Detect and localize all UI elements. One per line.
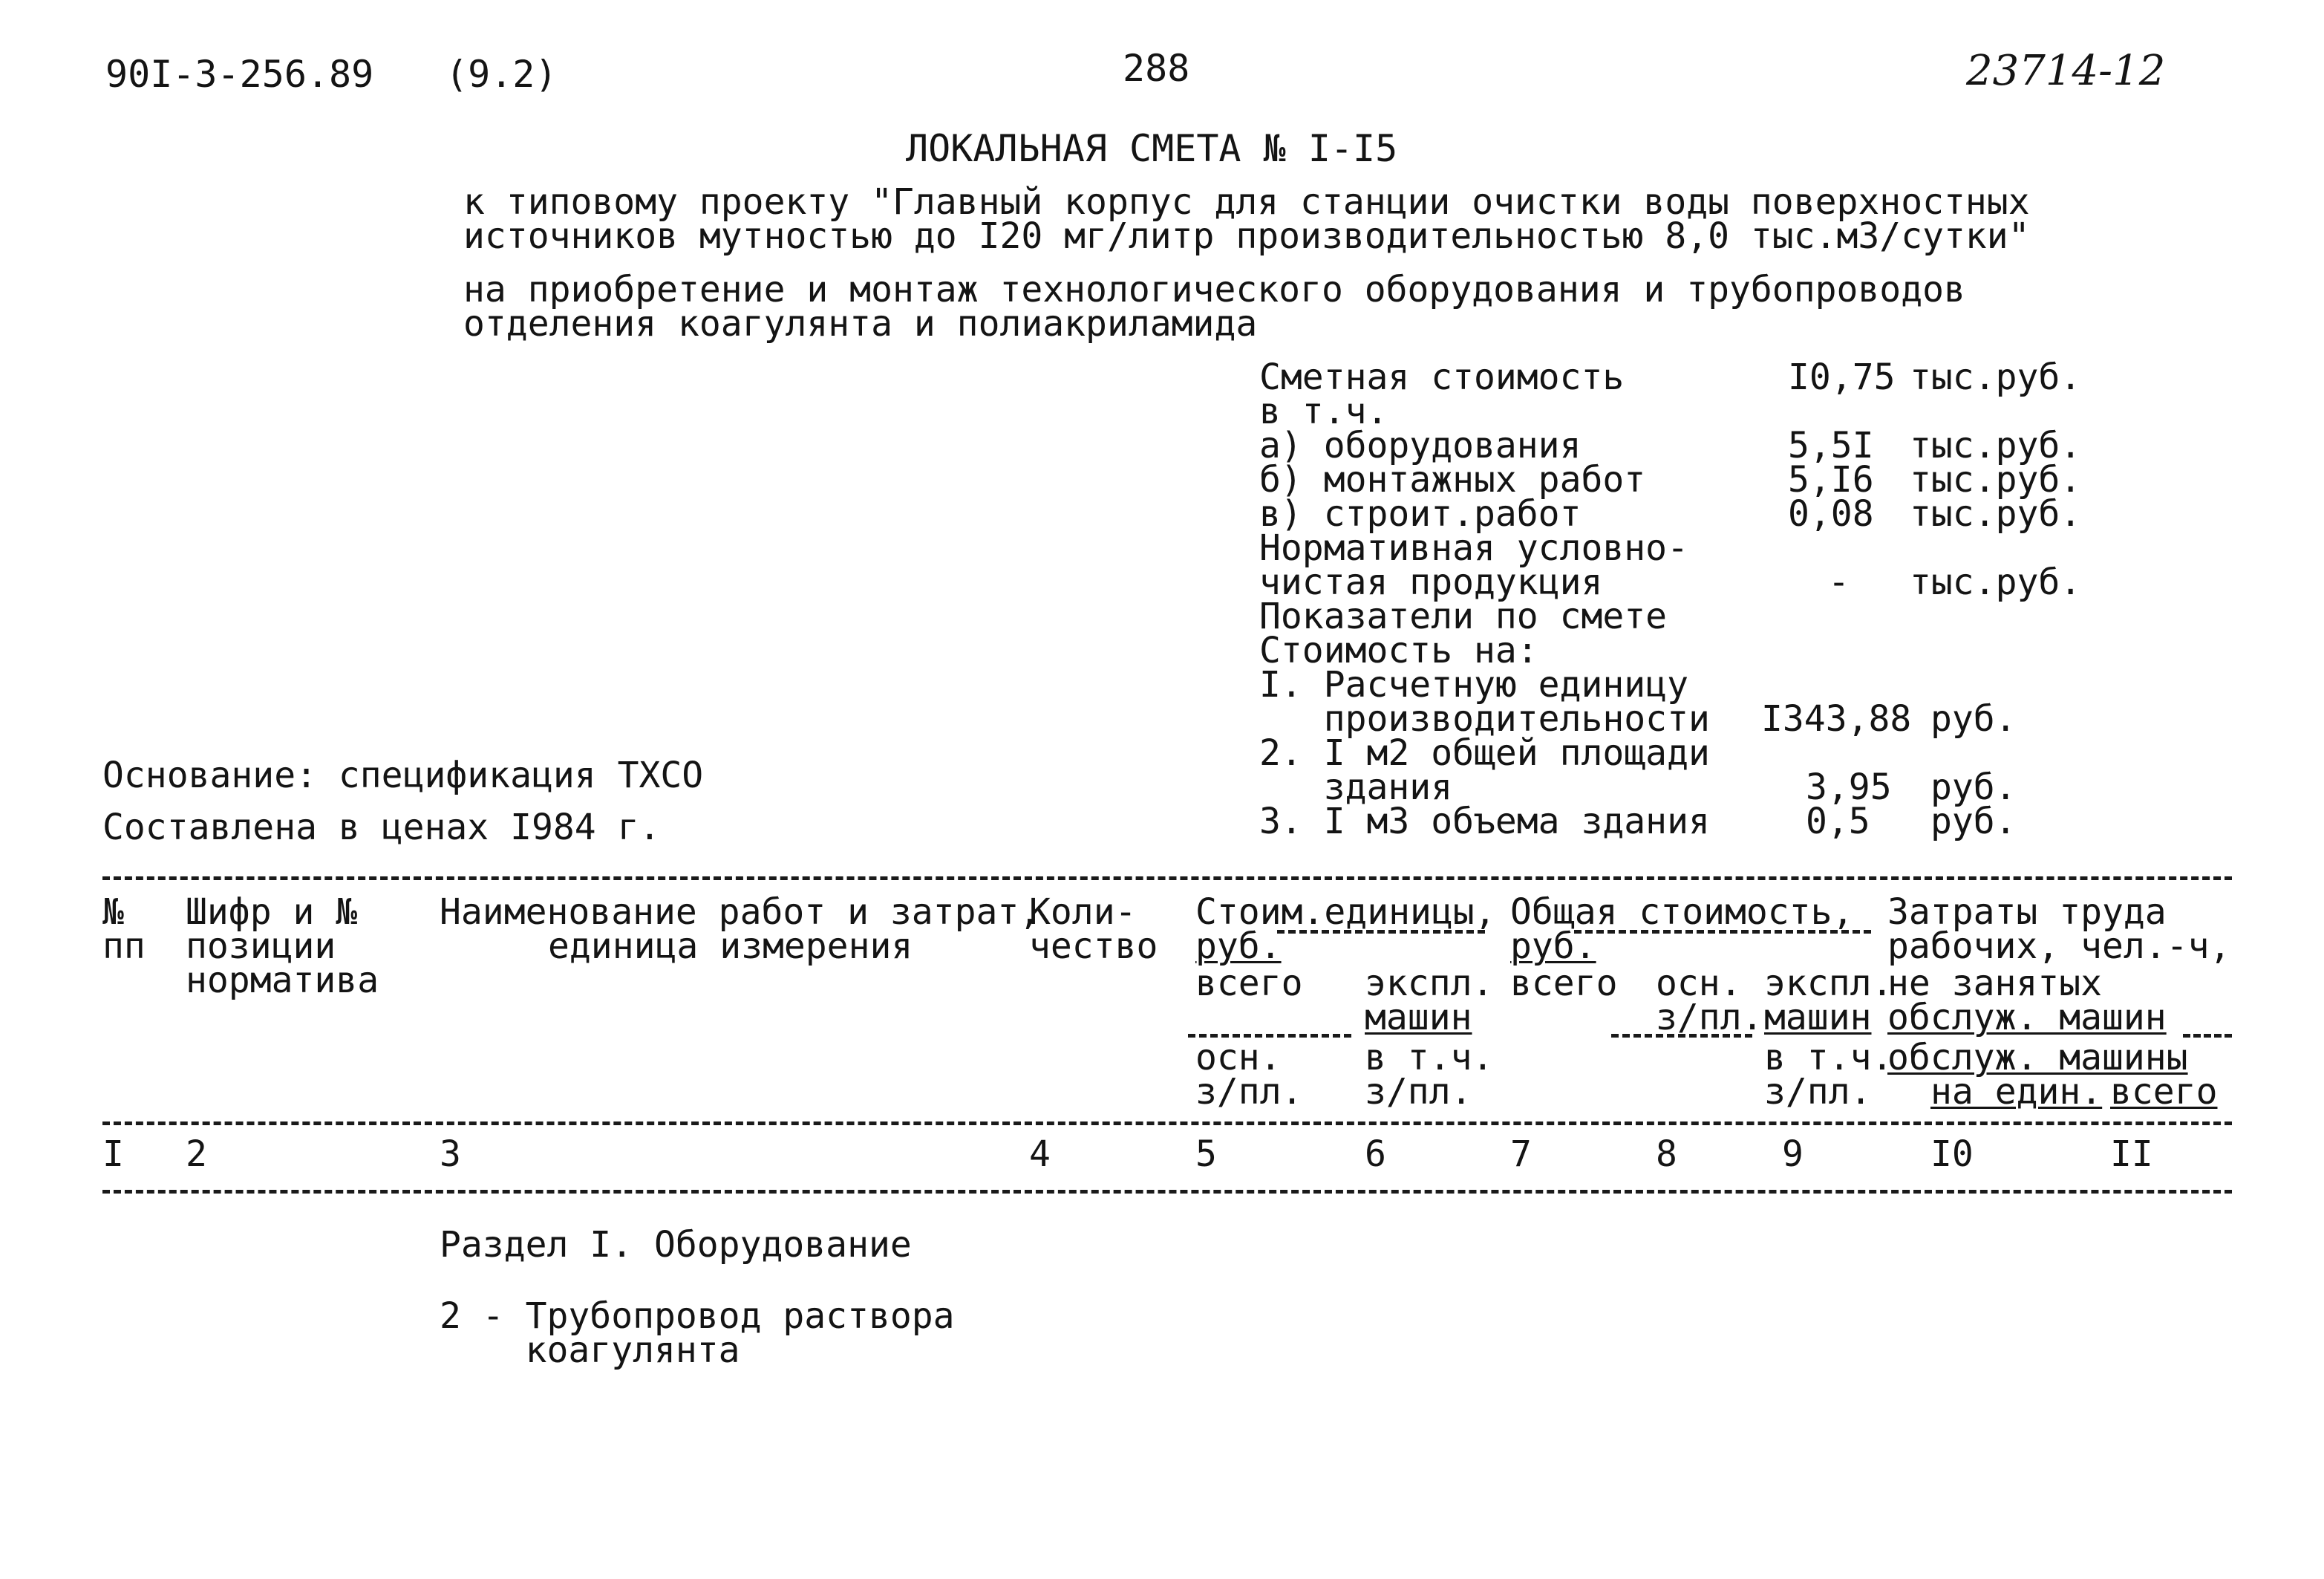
unit-base-header: з/пл. — [1195, 1071, 1303, 1113]
summary-label: в) строит.работ — [1259, 493, 1582, 535]
document-part: (9.2) — [445, 53, 558, 96]
item-line: 2 - Трубопровод раствора — [440, 1295, 955, 1337]
total-base-header: осн. — [1656, 963, 1742, 1004]
summary-value: - — [1828, 561, 1850, 603]
section-title: Раздел I. Оборудование — [440, 1224, 912, 1266]
unit-total-header: всего — [1195, 963, 1303, 1004]
column-number: 2 — [186, 1133, 207, 1175]
unit-mach-header: в т.ч. — [1365, 1037, 1494, 1078]
summary-unit: тыс.руб. — [1910, 493, 2082, 535]
project-line-2: источников мутностью до I20 мг/литр производительностью 8,0 тыс.м3/сутки" — [463, 215, 2030, 257]
col-number-header: № — [102, 891, 124, 933]
column-number: I0 — [1930, 1133, 1974, 1175]
summary-unit: руб. — [1930, 801, 2017, 842]
basis-text: Основание: спецификация ТХСО — [102, 755, 704, 796]
project-line-1: к типовому проекту "Главный корпус для станции очистки воды поверхностных — [463, 181, 2030, 223]
header-bottom-rule — [102, 1121, 2232, 1125]
document-code: 90I-3-256.89 — [105, 53, 374, 96]
summary-value: 0,5 — [1806, 801, 1870, 842]
summary-value: I343,88 — [1761, 698, 1912, 740]
summary-label: 3. I м3 объема здания — [1259, 801, 1710, 842]
summary-label: Нормативная условно- — [1259, 527, 1688, 569]
labor-header: на един. — [1930, 1071, 2103, 1113]
summary-label: 2. I м2 общей площади — [1259, 732, 1710, 774]
unit-mach-header: экспл. — [1365, 963, 1494, 1004]
column-number: 3 — [440, 1133, 461, 1175]
summary-unit: руб. — [1930, 766, 2017, 808]
col-name-header: Наименование работ и затрат, — [440, 891, 1041, 933]
table-top-rule — [102, 876, 2232, 880]
col-code-header: позиции — [186, 925, 336, 967]
header-sub-rule — [1574, 930, 1871, 934]
column-number: 6 — [1365, 1133, 1386, 1175]
column-number: 9 — [1782, 1133, 1804, 1175]
summary-label: Стоимость на: — [1259, 630, 1538, 671]
total-total-header: всего — [1510, 963, 1618, 1004]
header-sub-rule — [2183, 1034, 2232, 1038]
unit-mach-header: з/пл. — [1365, 1071, 1472, 1113]
summary-label: б) монтажных работ — [1259, 459, 1646, 501]
column-numbers-bottom-rule — [102, 1190, 2232, 1194]
summary-label: здания — [1259, 766, 1453, 808]
unit-cost-rub-header: руб. — [1195, 925, 1282, 967]
total-cost-rub-header: руб. — [1510, 925, 1596, 967]
header-sub-rule — [1277, 930, 1485, 934]
unit-base-header: осн. — [1195, 1037, 1282, 1078]
column-number: 5 — [1195, 1133, 1217, 1175]
total-mach-header: в т.ч. — [1764, 1037, 1893, 1078]
col-qty-header: Коли- — [1029, 891, 1137, 933]
summary-label: производительности — [1259, 698, 1710, 740]
summary-label: Сметная стоимость — [1259, 357, 1625, 398]
page-title: ЛОКАЛЬНАЯ СМЕТА № I-I5 — [906, 127, 1398, 170]
page-number: 288 — [1123, 47, 1190, 90]
prices-text: Составлена в ценах I984 г. — [102, 807, 661, 848]
unit-mach-header: машин — [1365, 997, 1472, 1038]
summary-label: а) оборудования — [1259, 425, 1582, 466]
total-mach-header: з/пл. — [1764, 1071, 1872, 1113]
unit-cost-header: Стоим.единицы, — [1195, 891, 1496, 933]
header-sub-rule — [1188, 1034, 1351, 1038]
total-cost-header: Общая стоимость, — [1510, 891, 1854, 933]
col-code-header: норматива — [186, 960, 379, 1001]
column-number: 8 — [1656, 1133, 1677, 1175]
labor-header: обслуж. машин — [1887, 997, 2167, 1038]
summary-unit: руб. — [1930, 698, 2017, 740]
summary-unit: тыс.руб. — [1910, 357, 2082, 398]
labor-header: Затраты труда — [1887, 891, 2167, 933]
column-number: 4 — [1029, 1133, 1051, 1175]
total-mach-header: машин — [1764, 997, 1872, 1038]
summary-unit: тыс.руб. — [1910, 459, 2082, 501]
purpose-line-2: отделения коагулянта и полиакриламида — [463, 303, 1258, 345]
col-number-header: пп — [102, 925, 146, 967]
purpose-line-1: на приобретение и монтаж технологического оборудования и трубопроводов — [463, 269, 1965, 310]
labor-header: не занятых — [1887, 963, 2102, 1004]
summary-label: в т.ч. — [1259, 391, 1388, 432]
labor-header: всего — [2110, 1071, 2218, 1113]
column-number: I — [102, 1133, 124, 1175]
summary-value: 5,5I — [1788, 425, 1874, 466]
handwritten-stamp-number: 23714-12 — [1966, 47, 2166, 95]
summary-label: Показатели по смете — [1259, 596, 1668, 637]
col-code-header: Шифр и № — [186, 891, 358, 933]
header-sub-rule — [1611, 1034, 1752, 1038]
col-qty-header: чество — [1029, 925, 1158, 967]
summary-label: I. Расчетную единицу — [1259, 664, 1688, 706]
summary-value: I0,75 — [1788, 357, 1896, 398]
summary-value: 5,I6 — [1788, 459, 1874, 501]
total-base-header: з/пл. — [1656, 997, 1763, 1038]
labor-header: рабочих, чел.-ч, — [1887, 925, 2231, 967]
labor-header: обслуж. машины — [1887, 1037, 2188, 1078]
summary-value: 0,08 — [1788, 493, 1874, 535]
summary-label: чистая продукция — [1259, 561, 1603, 603]
column-number: 7 — [1510, 1133, 1532, 1175]
summary-value: 3,95 — [1806, 766, 1892, 808]
column-number: II — [2110, 1133, 2153, 1175]
summary-unit: тыс.руб. — [1910, 561, 2082, 603]
item-line: коагулянта — [440, 1329, 740, 1371]
total-mach-header: экспл. — [1764, 963, 1893, 1004]
summary-unit: тыс.руб. — [1910, 425, 2082, 466]
col-name-header: единица измерения — [548, 925, 913, 967]
